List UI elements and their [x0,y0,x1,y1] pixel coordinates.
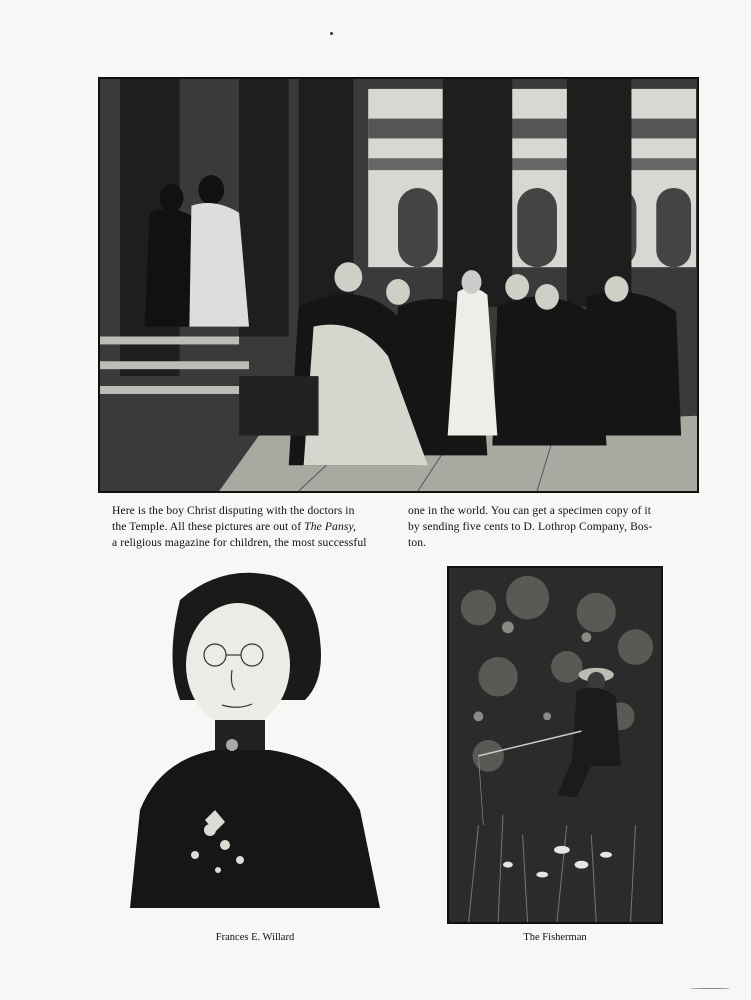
caption-line: ton. [408,536,427,549]
caption-line-text: the Temple. All these pictures are out of [112,520,305,533]
caption-line [100,519,392,535]
caption-line: a religious magazine for children, the most successful [112,536,367,549]
temple-engraving [98,77,699,493]
caption-left-column [100,503,392,551]
temple-scene-illustration [100,79,697,491]
willard-caption: Frances E. Willard [215,932,295,943]
caption-line: by sending five cents to D. Lothrop Company, Bos- [408,520,653,533]
caption-line: Here is the boy Christ disputing with the doctors in [112,504,355,517]
fisherman-illustration [449,568,661,922]
scan-speck [690,988,730,989]
magazine-title: The Pansy, [304,520,357,533]
willard-portrait-engraving [120,560,390,908]
caption-text [100,503,698,551]
caption-right-column [408,503,698,551]
willard-portrait-illustration [120,560,390,908]
fisherman-engraving [447,566,663,924]
caption-line: one in the world. You can get a specimen copy of it [408,504,652,517]
fisherman-caption: The Fisherman [523,932,587,943]
scan-speck [330,32,333,35]
